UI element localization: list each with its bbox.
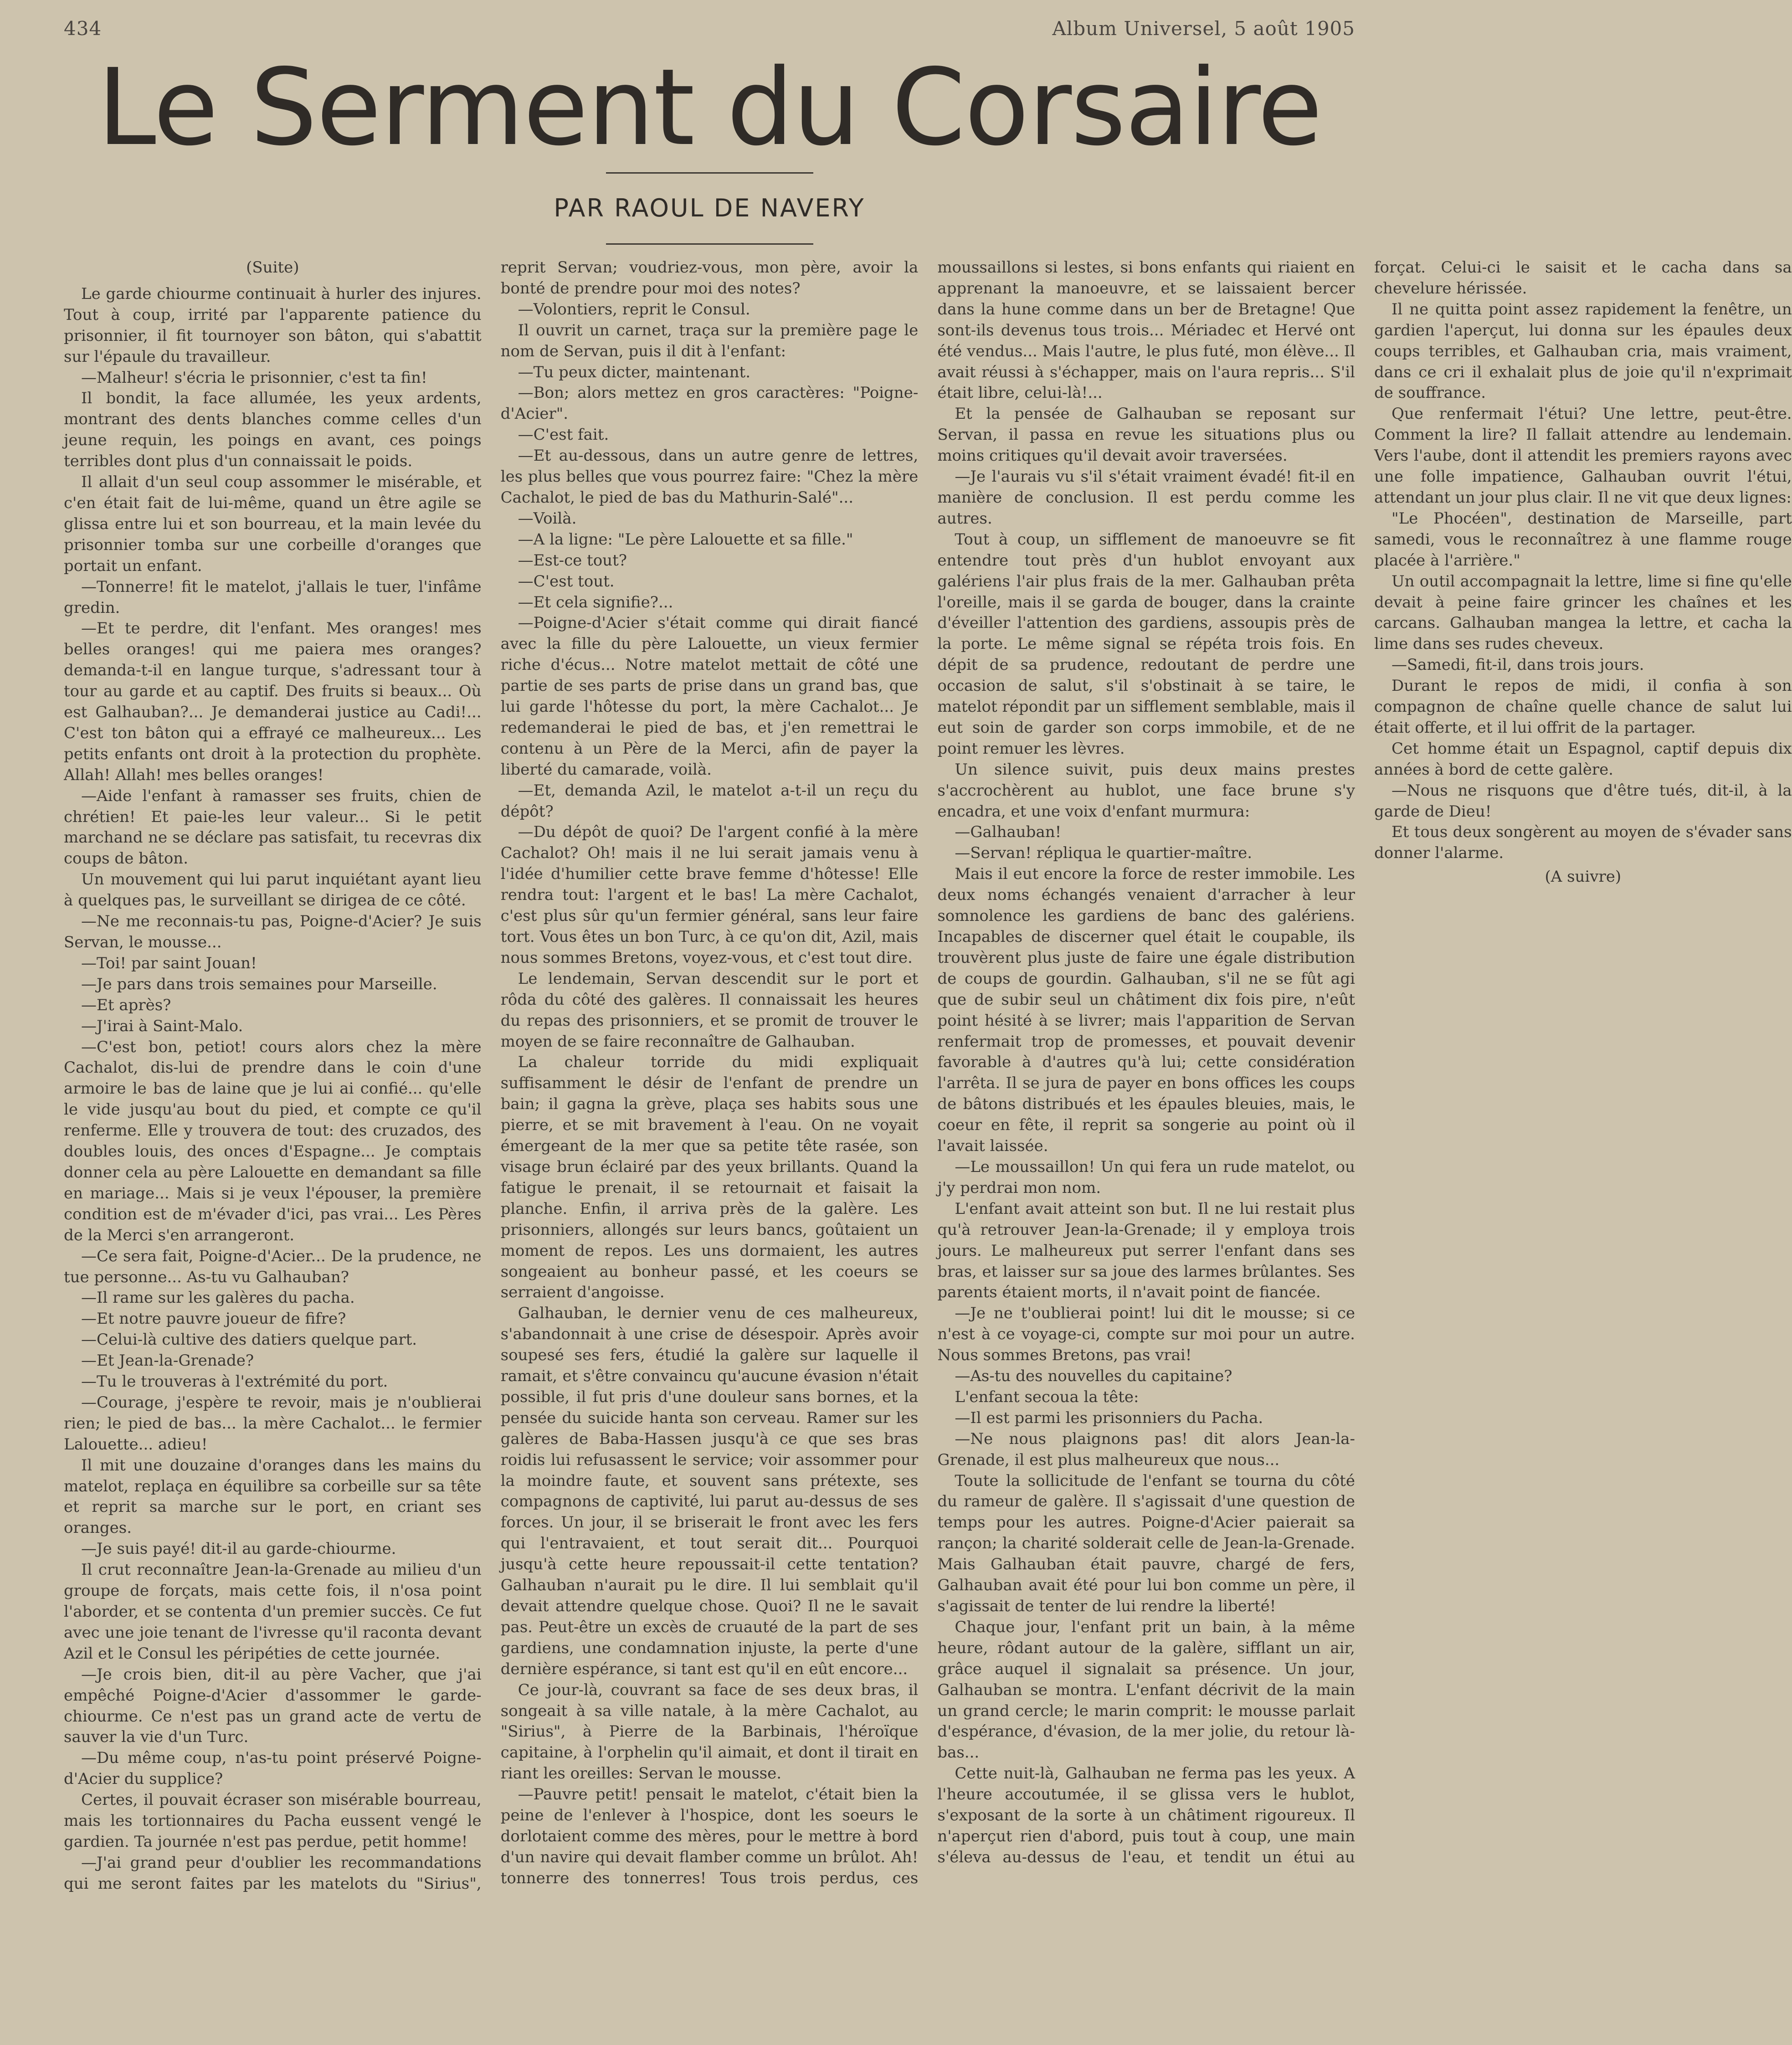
article-paragraph: —Il rame sur les galères du pacha. bbox=[81, 1289, 355, 1307]
article-paragraph: —Et te perdre, dit l'enfant. Mes oranges! mes belles oranges! qui me paiera mes oranges? demanda-t-il en langue turque, s'adressant tour à tour au garde et au captif. Des fruits si beaux... Où est Galhauban?... Je demanderai justice au Cadi!... C'est ton bâton qui a effrayé ce malheureux... Les petits enfants ont droit à la protection du prophète. Allah! Allah! mes belles oranges! bbox=[64, 619, 482, 784]
article-body bbox=[64, 257, 1792, 1907]
article-paragraph: —Je ne t'oublierai point! lui dit le mousse; si ce n'est à ce voyage-ci, compte sur moi pour un autre. Nous sommes Bretons, pas vrai! bbox=[937, 1304, 1355, 1365]
article-paragraph: —Nous ne risquons que d'être tués, dit-il, à la garde de Dieu! bbox=[1374, 781, 1792, 821]
article-paragraph: Et la pensée de Galhauban se reposant sur Servan, il passa en revue les situations plus ou moins critiques qu'il devait avoir traversées. bbox=[937, 405, 1355, 465]
article-paragraph: Galhauban, le dernier venu de ces malheureux, s'abandonnait à une crise de désespoir. Après avoir soupesé ses fers, étudié la galère sur laquelle il ramait, et s'être convaincu qu'aucune évasion n'était possible, il fut pris d'une douleur sans bornes, et la pensée du suicide hanta son cerveau. Ramer sur les galères de Baba-Hassen jusqu'à ce que ses bras roidis lui refusassent le service; voir assommer pour la moindre faute, et souvent sans prétexte, ses compagnons de captivité, lui parut au-dessus de ses forces. Un jour, il se briserait le front avec les fers qui l'entravaient, et tout serait dit... Pourquoi jusqu'à cette heure repoussait-il cette tentation? Galhauban n'aurait pu le dire. Il lui semblait qu'il devait attendre quelque chose. Quoi? Il ne le savait pas. Peut-être un excès de cruauté de la part de ses gardiens, une condamnation injuste, la perte d'une dernière espérance, si tant est qu'il en eût encore... bbox=[500, 1304, 919, 1678]
article-paragraph: Il bondit, la face allumée, les yeux ardents, montrant des dents blanches comme celles d'un jeune requin, les poings en avant, ces poings terribles dont plus d'un connaissait le poids. bbox=[64, 389, 482, 471]
article-paragraph: —Et cela signifie?... bbox=[518, 593, 673, 611]
article-paragraph: Cet homme était un Espagnol, captif depuis dix années à bord de cette galère. bbox=[1374, 739, 1792, 779]
article-paragraph: —Il est parmi les prisonniers du Pacha. bbox=[955, 1408, 1263, 1427]
article-paragraph: Mais il eut encore la force de rester immobile. Les deux noms échangés venaient d'arracher à leur somnolence les gardiens de banc des galériens. Incapables de discerner quel était le coupable, ils trouvèrent plus juste de faire une égale distribution de coups de gourdin. Galhauban, s'il ne se fût agi que de subir seul un châtiment dix fois pire, n'eût point hésité à se livrer; mais l'apparition de Servan renfermait trop de promesses, et pouvait devenir favorable à d'autres qu'à lui; cette considération l'arrêta. Il se jura de payer en bons offices les coups de bâtons distribués et les épaules bleuies, mais, le coeur en fête, il reprit sa songerie au point où il l'avait laissée. bbox=[937, 865, 1355, 1156]
article-paragraph: —Malheur! s'écria le prisonnier, c'est ta fin! bbox=[81, 368, 427, 387]
article-paragraph: —C'est fait. bbox=[518, 426, 609, 444]
article-paragraph: —Volontiers, reprit le Consul. bbox=[518, 300, 750, 319]
article-paragraph: Il mit une douzaine d'oranges dans les mains du matelot, replaça en équilibre sa corbeille sur sa tête et reprit sa marche sur le port, en criant ses oranges. bbox=[64, 1456, 482, 1537]
article-paragraph: —Samedi, fit-il, dans trois jours. bbox=[1391, 656, 1644, 674]
article-paragraph: —Je l'aurais vu s'il s'était vraiment évadé! fit-il en manière de conclusion. Il est perdu comme les autres. bbox=[937, 468, 1355, 528]
article-paragraph: L'enfant avait atteint son but. Il ne lui restait plus qu'à retrouver Jean-la-Grenade; il y employa trois jours. Le malheureux put serrer l'enfant dans ses bras, et laisser sur sa joue des larmes brûlantes. Ses parents étaient morts, il n'avait point de fiancée. bbox=[937, 1199, 1355, 1302]
article-paragraph: —Et notre pauvre joueur de fifre? bbox=[81, 1310, 346, 1328]
article-paragraph: —As-tu des nouvelles du capitaine? bbox=[955, 1367, 1232, 1386]
article-paragraph: Et tous deux songèrent au moyen de s'évader sans donner l'alarme. bbox=[1374, 823, 1792, 863]
page-number: 434 bbox=[64, 17, 102, 40]
article-paragraph: —Je pars dans trois semaines pour Marseille. bbox=[81, 975, 437, 993]
article-paragraph: —Tu le trouveras à l'extrémité du port. bbox=[81, 1372, 388, 1391]
article-paragraph: —Poigne-d'Acier s'était comme qui dirait fiancé avec la fille du père Lalouette, un vieux fermier riche d'écus... Notre matelot mettait de côté une partie de ses parts de prise dans un grand bas, que lui garde l'hôtesse du port, la mère Cachalot... Je redemanderai le pied de bas, et j'en remettrai le contenu à un Père de la Merci, afin de payer la liberté du camarade, voilà. bbox=[500, 614, 919, 779]
article-paragraph: —Tonnerre! fit le matelot, j'allais le tuer, l'infâme gredin. bbox=[64, 577, 482, 617]
byline-rule-top bbox=[606, 172, 813, 174]
article-paragraph: —Du même coup, n'as-tu point préservé Poigne-d'Acier du supplice? bbox=[64, 1749, 482, 1788]
article-paragraph: —Toi! par saint Jouan! bbox=[81, 954, 257, 972]
article-paragraph: Un mouvement qui lui parut inquiétant ayant lieu à quelques pas, le surveillant se dirigea de ce côté. bbox=[64, 870, 482, 910]
article-paragraph: —Bon; alors mettez en gros caractères: "Poigne-d'Acier". bbox=[500, 384, 919, 423]
article-paragraph: L'enfant secoua la tête: bbox=[955, 1387, 1139, 1406]
article-paragraph: —Et au-dessous, dans un autre genre de lettres, les plus belles que vous pourrez faire: "Chez la mère Cachalot, le pied de bas du Mathurin-Salé"... bbox=[500, 447, 919, 507]
article-paragraph: —C'est tout. bbox=[518, 572, 615, 591]
article-paragraph: —Je suis payé! dit-il au garde-chiourme. bbox=[81, 1540, 396, 1558]
article-paragraph: —Celui-là cultive des datiers quelque part. bbox=[81, 1331, 417, 1349]
article-paragraph: Le garde chiourme continuait à hurler des injures. Tout à coup, irrité par l'apparente patience du prisonnier, il fit tournoyer son bâton, qui s'abattit sur l'épaule du travailleur. bbox=[64, 284, 482, 366]
article-paragraph: Que renfermait l'étui? Une lettre, peut-être. Comment la lire? Il fallait attendre au lendemain. Vers l'aube, dont il attendit les premiers rayons avec une folle impatience, Galhauban ouvrit l'étui, attendant un jour plus clair. Il ne vit que deux lignes: bbox=[1374, 405, 1792, 507]
article-paragraph: —Ce sera fait, Poigne-d'Acier... De la prudence, ne tue personne... As-tu vu Galhauban? bbox=[64, 1247, 482, 1286]
article-paragraph: Il crut reconnaître Jean-la-Grenade au milieu d'un groupe de forçats, mais cette fois, il n'osa point l'aborder, et se contenta d'un premier succès. Ce fut avec une joie tenant de l'ivresse qu'il raconta devant Azil et le Consul les péripéties de cette journée. bbox=[64, 1561, 482, 1663]
section-label: (Suite) bbox=[246, 258, 299, 277]
article-paragraph: Tout à coup, un sifflement de manoeuvre se fit entendre tout près d'un hublot envoyant aux galériens l'air plus frais de la mer. Galhauban prêta l'oreille, mais il se garda de bouger, dans la crainte d'éveiller l'attention des gardiens, assoupis près de la porte. Le même signal se répéta trois fois. En dépit de sa prudence, redoutant de perdre une occasion de salut, s'il s'obstinait à se taire, le matelot répondit par un sifflement semblable, mais il eut soin de garder son corps immobile, et de ne point remuer les lèvres. bbox=[937, 530, 1355, 758]
article-paragraph: —Et après? bbox=[81, 996, 171, 1014]
article-paragraph: —Galhauban! bbox=[955, 823, 1062, 842]
article-paragraph: —Ne nous plaignons pas! dit alors Jean-la-Grenade, il est plus malheureux que nous... bbox=[937, 1429, 1355, 1469]
article-paragraph: Chaque jour, l'enfant prit un bain, à la même heure, rôdant autour de la galère, sifflant un air, grâce auquel il signalait sa présence. Un jour, Galhauban se montra. L'enfant décrivit de la main un grand cercle; le marin comprit: le mousse parlait d'espérance, d'évasion, de la mer jolie, du retour là-bas... bbox=[937, 1618, 1355, 1762]
article-paragraph: Durant le repos de midi, il confia à son compagnon de chaîne quelle chance de salut lui était offerte, et il lui offrit de la partager. bbox=[1374, 677, 1792, 737]
article-paragraph: —Est-ce tout? bbox=[518, 551, 627, 570]
to-be-continued-note: (A suivre) bbox=[1545, 868, 1622, 886]
article-paragraph: —Tu peux dicter, maintenant. bbox=[518, 363, 751, 381]
article-paragraph: "Le Phocéen", destination de Marseille, part samedi, vous le reconnaîtrez à une flamme rouge placée à l'arrière." bbox=[1374, 509, 1792, 570]
article-paragraph: —Je crois bien, dit-il au père Vacher, que j'ai empêché Poigne-d'Acier d'assommer le garde-chiourme. Ce n'est pas un grand acte de vertu de sauver la vie d'un Turc. bbox=[64, 1665, 482, 1747]
article-paragraph: Certes, il pouvait écraser son misérable bourreau, mais les tortionnaires du Pacha eussent vengé le gardien. Ta journée n'est pas perdue, petit homme! bbox=[64, 1791, 482, 1851]
publication-line: Album Universel, 5 août 1905 bbox=[1052, 17, 1355, 40]
article-paragraph: —Servan! répliqua le quartier-maître. bbox=[955, 844, 1253, 863]
article-paragraph: —Aide l'enfant à ramasser ses fruits, chien de chrétien! Et paie-les leur valeur... Si le petit marchand ne se déclare pas satisfait, tu recevras dix coups de bâton. bbox=[64, 786, 482, 868]
article-paragraph: —Du dépôt de quoi? De l'argent confié à la mère Cachalot? Oh! mais il ne lui serait jamais venu à l'idée d'humilier cette brave femme d'hôtesse! Elle rendra tout: l'argent et le bas! La mère Cachalot, c'est plus sûr qu'un fermier général, sans leur faire tort. Vous êtes un bon Turc, à ce qu'on dit, Azil, mais nous sommes Bretons, voyez-vous, et c'est tout dire. bbox=[500, 823, 919, 967]
byline-rule-bottom bbox=[606, 243, 813, 245]
article-paragraph: —Le moussaillon! Un qui fera un rude matelot, ou j'y perdrai mon nom. bbox=[937, 1157, 1355, 1197]
article-paragraph: —Ne me reconnais-tu pas, Poigne-d'Acier? Je suis Servan, le mousse... bbox=[64, 912, 482, 951]
article-paragraph: —C'est bon, petiot! cours alors chez la mère Cachalot, dis-lui de prendre dans le coin d'une armoire le bas de laine que je lui ai confié... qu'elle le vide jusqu'au bout du pied, et compte ce qu'il renferme. Elle y trouvera de tout: des cruzados, des doubles louis, des onces d'Espagne... Je comptais donner cela au père Lalouette en demandant sa fille en mariage... Mais si je veux l'épouser, la première condition est de m'évader d'ici, pas vrai... Les Pères de la Merci s'en arrangeront. bbox=[64, 1038, 482, 1244]
article-paragraph: —Courage, j'espère te revoir, mais je n'oublierai rien; le pied de bas... la mère Cachalot... le fermier Lalouette... adieu! bbox=[64, 1393, 482, 1454]
article-paragraph: Il ne quitta point assez rapidement la fenêtre, un gardien l'aperçut, lui donna sur les épaules deux coups terribles, et Galhauban cria, mais vraiment, dans ce cri il exhalait plus de joie qu'il n'exprimait de souffrance. bbox=[1374, 300, 1792, 402]
article-paragraph: Le lendemain, Servan descendit sur le port et rôda du côté des galères. Il connaissait les heures du repas des prisonniers, et se promit de trouver le moyen de se faire reconnaître de Galhauban. bbox=[500, 969, 919, 1051]
article-paragraph: Ce jour-là, couvrant sa face de ses deux bras, il songeait à sa ville natale, à la mère Cachalot, au "Sirius", à Pierre de la Barbinais, l'héroïque capitaine, à l'orphelin qu'il aimait, et dont il tirait en riant les oreilles: Servan le mousse. bbox=[500, 1680, 919, 1783]
article-paragraph: —Et, demanda Azil, le matelot a-t-il un reçu du dépôt? bbox=[500, 781, 919, 821]
article-paragraph: La chaleur torride du midi expliquait suffisamment le désir de l'enfant de prendre un bain; il gagna la grève, plaça ses habits sous une pierre, et se mit bravement à l'eau. On ne voyait émergeant de la mer que sa petite tête rasée, son visage brun éclairé par des yeux brillants. Quand la fatigue le prenait, il se retournait et faisait la planche. Enfin, il arriva près de la galère. Les prisonniers, allongés sur leurs bancs, goûtaient un moment de repos. Les uns dormaient, les autres songeaient au bonheur passé, et les coeurs se serraient d'angoisse. bbox=[500, 1053, 919, 1302]
article-paragraph: —A la ligne: "Le père Lalouette et sa fille." bbox=[518, 530, 853, 549]
article-paragraph: —J'ai grand peur d'oublier les recommandations qui me seront faites par les matelots du "Sirius", reprit Servan; voudriez-vous, mon père, avoir la bonté de prendre pour moi des notes? bbox=[64, 258, 919, 1893]
article-byline: PAR RAOUL DE NAVERY bbox=[554, 194, 865, 222]
article-paragraph: —Et Jean-la-Grenade? bbox=[81, 1351, 254, 1370]
page-header bbox=[64, 17, 1355, 49]
article-title: Le Serment du Corsaire bbox=[97, 46, 1322, 169]
article-paragraph: Toute la sollicitude de l'enfant se tourna du côté du rameur de galère. Il s'agissait d'une question de temps pour les autres. Poigne-d'Acier paierait sa rançon; la charité solderait celle de Jean-la-Grenade. Mais Galhauban était pauvre, chargé de fers, Galhauban avait été pour lui bon comme un père, il s'agissait de tenter de lui rendre la liberté! bbox=[937, 1471, 1355, 1615]
article-paragraph: —Pauvre petit! pensait le matelot, c'était bien la peine de l'enlever à l'hospice, dont les soeurs le dorlotaient comme des mères, pour le mettre à bord d'un navire qui devait flamber comme un brûlot. Ah! tonnerre des tonnerres! Tous trois perdus, ces moussaillons si lestes, si bons enfants qui riaient en apprenant la manoeuvre, et se laissaient bercer dans la hune comme dans un ber de Bretagne! Que sont-ils devenus tous trois... Mériadec et Hervé ont été vendus... Mais l'autre, le plus futé, mon élève... Il avait réussi à s'échapper, mais on l'aura repris... S'il était libre, celui-là!... bbox=[500, 258, 1355, 1887]
article-paragraph: —Voilà. bbox=[518, 509, 577, 528]
article-paragraph: Un outil accompagnait la lettre, lime si fine qu'elle devait à peine faire grincer les chaînes et les carcans. Galhauban mangea la lettre, et cacha la lime dans ses rudes cheveux. bbox=[1374, 572, 1792, 653]
article-paragraph: —J'irai à Saint-Malo. bbox=[81, 1017, 243, 1035]
article-paragraph: Cette nuit-là, Galhauban ne ferma pas les yeux. A l'heure accoutumée, il se glissa vers le hublot, s'exposant de la sorte à un châtiment rigoureux. Il n'aperçut rien d'abord, puis tout à coup, une main s'éleva au-dessus de l'eau, et tendit un étui au forçat. Celui-ci le saisit et le cacha dans sa chevelure hérissée. bbox=[937, 258, 1792, 1866]
article-paragraph: Il ouvrit un carnet, traça sur la première page le nom de Servan, puis il dit à l'enfant: bbox=[500, 321, 919, 360]
article-paragraph: Il allait d'un seul coup assommer le misérable, et c'en était fait de lui-même, quand un être agile se glissa entre lui et son bourreau, et la main levée du prisonnier tomba sur une corbeille d'oranges que portait un enfant. bbox=[64, 473, 482, 575]
article-paragraph: Un silence suivit, puis deux mains prestes s'accrochèrent au hublot, une face brune s'y encadra, et une voix d'enfant murmura: bbox=[937, 760, 1355, 821]
